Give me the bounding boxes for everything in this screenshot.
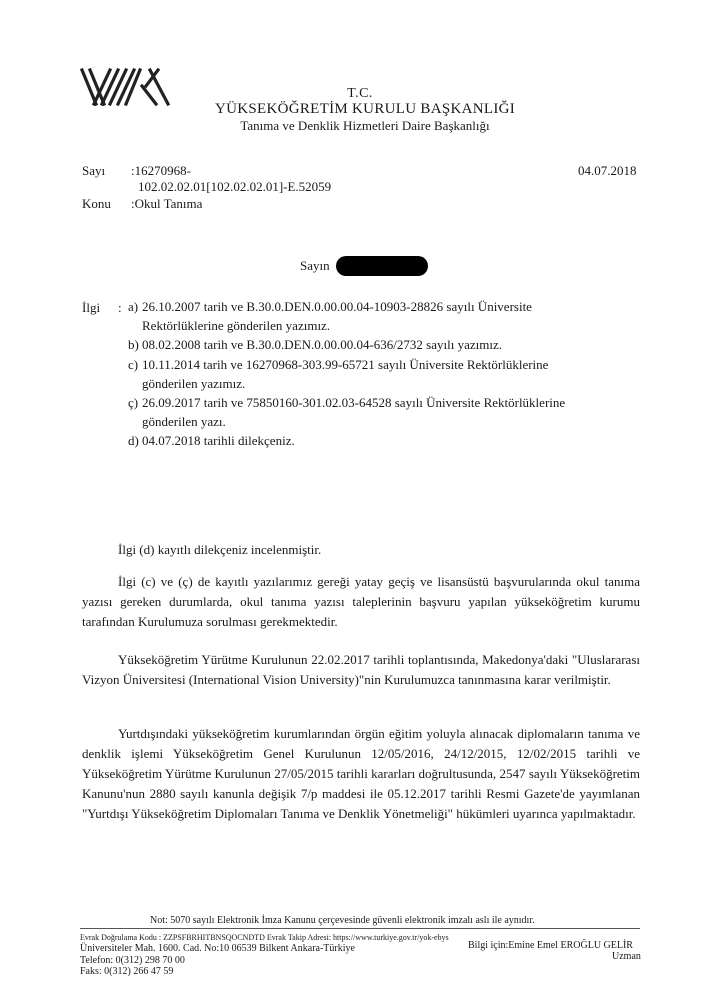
ilgi-item-b-line1: 08.02.2008 tarih ve B.30.0.DEN.0.00.00.04-636/2732 sayılı yazımız. — [142, 337, 502, 352]
yok-logo — [80, 66, 172, 108]
ilgi-item-a-line1: 26.10.2007 tarih ve B.30.0.DEN.0.00.00.04-10903-28826 sayılı Üniversite — [142, 299, 532, 314]
sayi-value-line1: :16270968- — [131, 163, 191, 178]
document-date: 04.07.2018 — [578, 163, 637, 178]
footer-note: Not: 5070 sayılı Elektronik İmza Kanunu çerçevesinde güvenli elektronik imzalı aslı ile aynıdır. — [150, 915, 535, 926]
sayi-label: Sayı — [82, 163, 106, 178]
ilgi-item-d-marker: d) — [128, 433, 139, 448]
header-institution: YÜKSEKÖĞRETİM KURULU BAŞKANLIĞI — [214, 101, 516, 117]
konu-value: :Okul Tanıma — [131, 196, 203, 211]
header-department: Tanıma ve Denklik Hizmetleri Daire Başkanlığı — [240, 118, 490, 133]
body-paragraph-2: İlgi (c) ve (ç) de kayıtlı yazılarımız gereği yatay geçiş ve lisansüstü başvurularında okul tanıma yazısı gereken durumlarda, okul tanıma yazısı taleplerinin başvuru yapılan yükseköğretim kurumu tarafından Kurulumuza sorulması gerekmektedir. — [82, 574, 640, 629]
konu-label: Konu — [82, 196, 111, 211]
ilgi-item-a-marker: a) — [128, 299, 139, 314]
header-country: T.C. — [347, 86, 373, 101]
ilgi-item-d-line1: 04.07.2018 tarihli dilekçeniz. — [142, 433, 295, 448]
ilgi-item-a-line2: Rektörlüklerine gönderilen yazımız. — [142, 318, 331, 333]
body-paragraph-3: Yükseköğretim Yürütme Kurulunun 22.02.2017 tarihli toplantısında, Makedonya'daki "Uluslararası Vizyon Üniversitesi (International Vision University)"nin Kurulumuzca tanınmasına karar verilmiştir. — [82, 652, 640, 687]
ilgi-label: İlgi — [82, 300, 101, 315]
body-paragraph-1: İlgi (d) kayıtlı dilekçeniz incelenmiştir. — [118, 542, 322, 557]
ilgi-item-c-cedilla-marker: ç) — [128, 395, 139, 410]
ilgi-colon: : — [118, 300, 122, 315]
ilgi-item-c-cedilla-line2: gönderilen yazı. — [142, 414, 226, 429]
ilgi-item-c-marker: c) — [128, 357, 139, 372]
ilgi-item-b-marker: b) — [128, 337, 139, 352]
footer-phone: Telefon: 0(312) 298 70 00 — [80, 955, 185, 966]
sayi-value-line2: 102.02.02.01[102.02.02.01]-E.52059 — [138, 179, 332, 194]
ilgi-item-c-line1: 10.11.2014 tarih ve 16270968-303.99-65721 sayılı Üniversite Rektörlüklerine — [142, 357, 549, 372]
redacted-name — [336, 256, 428, 276]
footer-address: Üniversiteler Mah. 1600. Cad. No:10 06539 Bilkent Ankara-Türkiye — [80, 943, 355, 954]
footer-fax: Faks: 0(312) 266 47 59 — [80, 966, 174, 977]
ilgi-item-c-line2: gönderilen yazımız. — [142, 376, 246, 391]
footer-verification: Evrak Doğrulama Kodu : ZZPSFBRHITBNSQOCNDTD Evrak Takip Adresi: https://www.turkiye.gov.tr/yok-ebys — [80, 933, 449, 942]
body-paragraph-4: Yurtdışındaki yükseköğretim kurumlarından örgün eğitim yoluyla alınacak diplomaların tanıma ve denklik işlemi Yükseköğretim Genel Kurulunun 12/05/2016, 24/12/2015, 12/02/2015 tarihli ve Yükseköğretim Yürütme Kurulunun 27/05/2015 tarihli kararları doğrultusunda, 2547 sayılı Yükseköğretim Kanunu'nun 2880 sayılı kanunla değişik 7/p maddesi ile 05.12.2017 tarihli Resmi Gazete'de yayımlanan "Yurtdışı Yükseköğretim Diplomaları Tanıma ve Denklik Yönetmeliği" hükümleri uyarınca yapılmaktadır. — [82, 726, 640, 821]
salutation: Sayın — [300, 258, 330, 273]
ilgi-item-c-cedilla-line1: 26.09.2017 tarih ve 75850160-301.02.03-64528 sayılı Üniversite Rektörlüklerine — [142, 395, 566, 410]
footer-contact-title: Uzman — [612, 951, 641, 962]
footer-divider — [80, 928, 640, 929]
footer-contact: Bilgi için:Emine Emel EROĞLU GELİR — [468, 940, 633, 951]
